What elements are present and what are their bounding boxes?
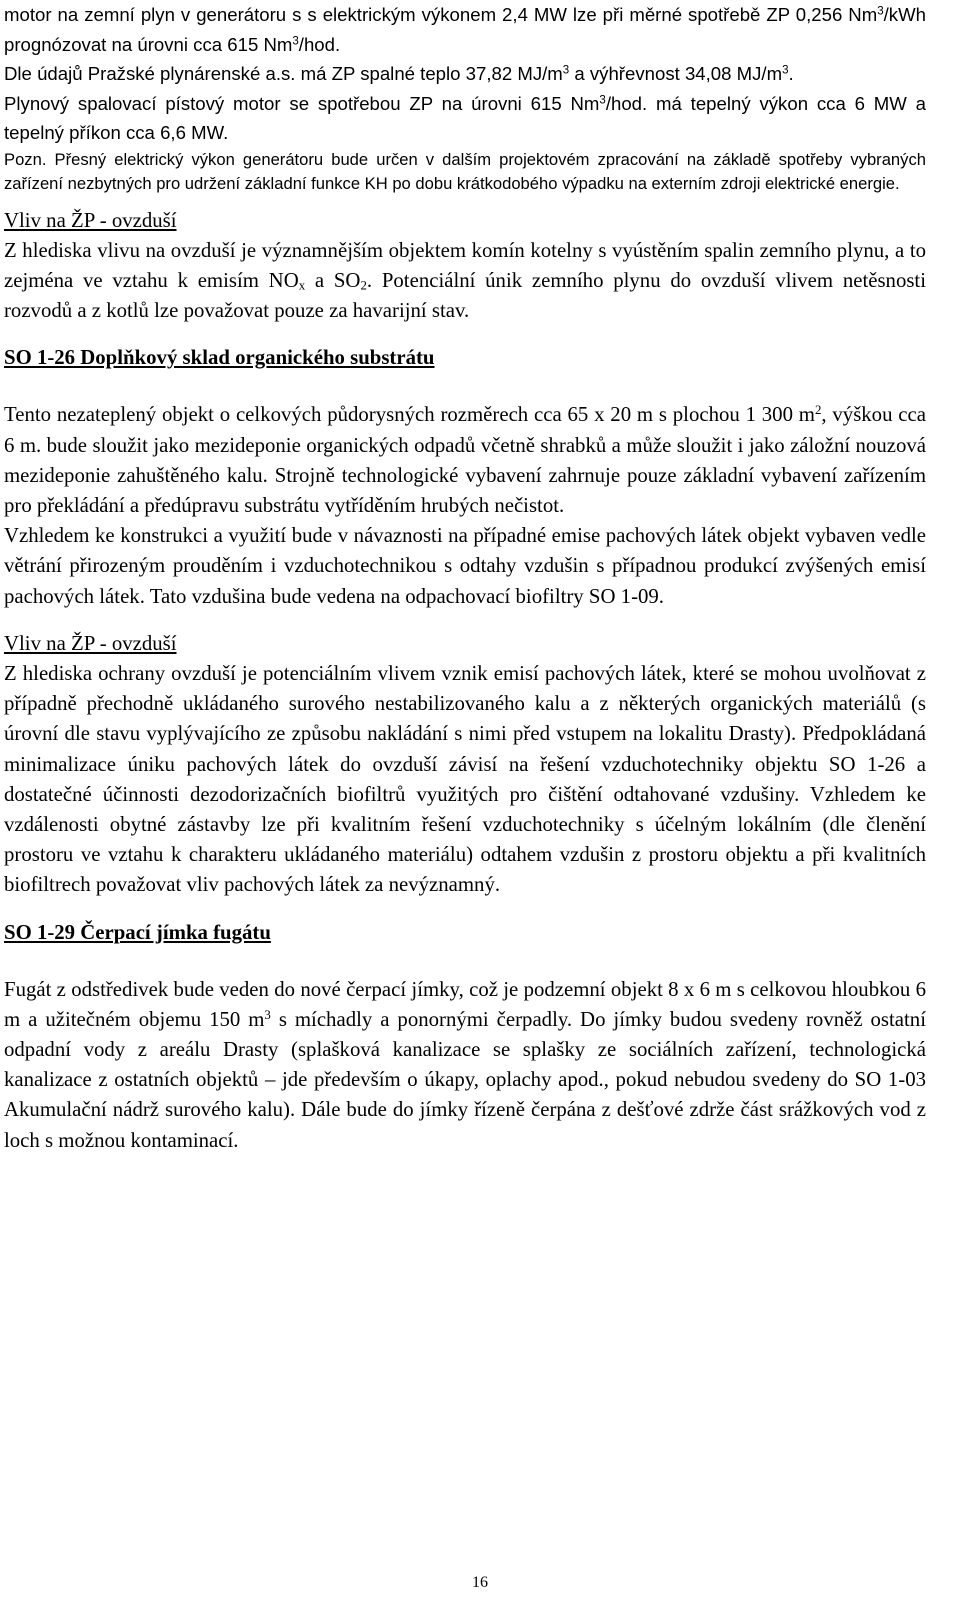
paragraph-so-1-26-ventilation: Vzhledem ke konstrukci a využití bude v návaznosti na případné emise pachových látek objekt vybaven vedle větrání přirozeným prouděním i vzduchotechnikou s odtahy vzdušin s případnou produkcí zvýšených emisí pachových látek. Tato vzdušina bude vedena na odpachovací biofiltry SO 1-09. (4, 524, 926, 608)
paragraph-generator-output: motor na zemní plyn v generátoru s s elektrickým výkonem 2,4 MW lze při měrné spotřebě ZP 0,256 Nm$^3$/kWh prognózovat na úrovni cca 615 Nm$^3$/hod. (4, 4, 926, 55)
paragraph-so-1-29-description: Fugát z odstředivek bude veden do nové čerpací jímky, což je podzemní objekt 8 x 6 m s celkovou hloubkou 6 m a užitečném objemu 150 $m^3$ s míchadly a ponornými čerpadly. Do jímky budou svedeny rovněž ostatní odpadní vody z areálu Drasty (splašková kanalizace se splašky ze sociálních zařízení, technologická kanalizace z ostatních objektů – jde především o úkapy, oplachy apod., pokud nebudou svedeny do SO 1-03 Akumulační nádrž surového kalu). Dále bude do jímky řízeně čerpána z dešťové zdrže část srážkových vod z loch s možnou kontaminací. (4, 977, 926, 1152)
paragraph-engine-consumption: Plynový spalovací pístový motor se spotřebou ZP na úrovni 615 Nm$^3$/hod. má tepelný výkon cca 6 MW a tepelný příkon cca 6,6 MW. (4, 92, 927, 143)
document-page (4, 0, 926, 1156)
paragraph-gas-heat-value: Dle údajů Pražské plynárenské a.s. má ZP spalné teplo 37,82 $MJ/m^3$ a výhřevnost 34,08 $MJ/m^3$. (4, 63, 794, 84)
paragraph-air-impact-2: Z hlediska ochrany ovzduší je potenciálním vlivem vznik emisí pachových látek, které se mohou uvolňovat z případně přechodně ukládaného surového nestabilizovaného kalu a z některých organických materiálů (s úrovní dle stavu vyplývajícího ze způsobu nakládání s nimi před vstupem na lokalitu Drasty). Předpokládaná minimalizace úniku pachových látek do ovzduší závisí na řešení vzduchotechniky objektu SO 1-26 a dostatečné účinnosti dezodorizačních biofiltrů využitých pro čištění odtahované vzdušiny. Vzhledem ke vzdálenosti obytné zástavby lze při kvalitním řešení vzduchotechniky s účelným lokálním (dle členění prostoru ve vztahu k charakteru ukládaného materiálu) odtahem vzdušin z prostoru objektu a při kvalitních biofiltrech považovat vliv pachových látek za nevýznamný. (4, 661, 926, 897)
paragraph-note: Pozn. Přesný elektrický výkon generátoru bude určen v dalším projektovém zpracování na základě spotřeby vybraných zařízení nezbytných pro udržení základní funkce KH po dobu krátkodobého výpadku na externím zdroji elektrické energie. (4, 149, 926, 193)
paragraph-so-1-26-description: Tento nezateplený objekt o celkových půdorysných rozměrech cca 65 x 20 m s plochou 1 300 $m^2$, výškou cca 6 m. bude sloužit jako mezideponie organických odpadů včetně shrabků a může sloužit i jako záložní nouzová mezideponie zahuštěného kalu. Strojně technologické vybavení zahrnuje pouze základní vybavení zařízením pro překládání a předúpravu substrátu vytříděním hrubých nečistot. (4, 403, 926, 517)
section-heading-air-impact-2: Vliv na ŽP - ovzduší (4, 631, 177, 655)
page-number: 16 (472, 1574, 488, 1591)
section-heading-so-1-26: SO 1-26 Doplňkový sklad organického substrátu (4, 346, 435, 370)
section-heading-so-1-29: SO 1-29 Čerpací jímka fugátu (4, 920, 271, 944)
section-heading-air-impact-1: Vliv na ŽP - ovzduší (4, 208, 177, 232)
paragraph-air-impact-1: Z hlediska vlivu na ovzduší je významnějším objektem komín kotelny s vyústěním spalin zemního plynu, a to zejména ve vztahu k emisím $NO_x$ a $SO_2$. Potenciální únik zemního plynu do ovzduší vlivem netěsnosti rozvodů a z kotlů lze považovat pouze za havarijní stav. (4, 238, 926, 323)
